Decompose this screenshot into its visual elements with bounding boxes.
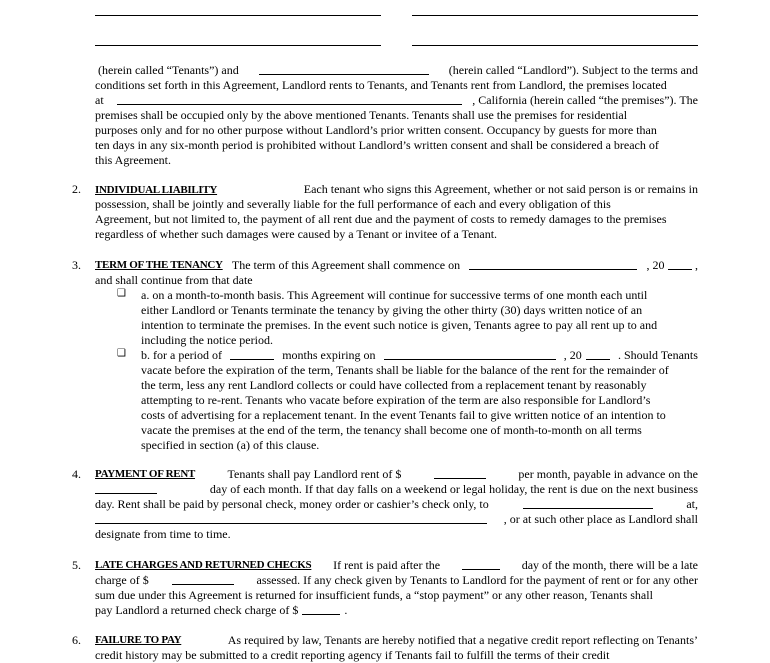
- checkbox-month-to-month[interactable]: ❑: [117, 288, 126, 299]
- text: credit history may be submitted to a credit reporting agency if Tenants fail to fulfill the terms of their credit: [95, 648, 610, 662]
- section-heading: INDIVIDUAL LIABILITY: [95, 184, 218, 196]
- text: pay Landlord a returned check charge of $: [95, 603, 299, 617]
- payee-blank: [523, 497, 653, 509]
- checkbox-fixed-term[interactable]: ❑: [117, 348, 126, 359]
- section-late-charges: [95, 558, 698, 618]
- section-individual-liability: [95, 182, 698, 242]
- text: a. on a month-to-month basis. This Agreement will continue for successive terms of one month each until: [141, 288, 648, 302]
- text: and shall continue from that date: [95, 273, 253, 287]
- text: specified in section (a) of this clause.: [141, 438, 320, 452]
- section-term-of-tenancy: [95, 258, 698, 288]
- intro-paragraph: [95, 63, 698, 168]
- section-heading: TERM OF THE TENANCY: [95, 259, 223, 271]
- section-heading: PAYMENT OF RENT: [95, 468, 196, 480]
- section-heading: FAILURE TO PAY: [95, 634, 182, 646]
- text: conditions set forth in this Agreement, Landlord rents to Tenants, and Tenants rent from Landlord, the premises located: [95, 78, 667, 92]
- text: Each tenant who signs this Agreement, whether or not said person is or remains in: [303, 182, 698, 196]
- rent-amount-blank: [434, 467, 486, 479]
- blank-line: [412, 15, 698, 16]
- section-failure-to-pay: [95, 633, 698, 663]
- text: day. Rent shall be paid by personal check, money order or cashier’s check only, to: [95, 497, 489, 511]
- text: , California (herein called “the premises”). The: [472, 93, 698, 107]
- text: day of the month, there will be a late: [521, 558, 698, 572]
- text: sum due under this Agreement is returned for insufficient funds, a “stop payment” or any other reason, Tenants shall: [95, 588, 653, 602]
- year-blank: [586, 348, 610, 360]
- text: designate from time to time.: [95, 527, 231, 541]
- text: day of each month. If that day falls on a weekend or legal holiday, the rent is due on the next business: [209, 482, 698, 496]
- text: ten days in any six-month period is prohibited without Landlord’s written consent and shall be considered a breach of: [95, 138, 659, 152]
- late-day-blank: [462, 558, 500, 570]
- text: The term of this Agreement shall commence on: [231, 258, 461, 272]
- due-day-blank: [95, 482, 157, 494]
- text: ,: [694, 258, 698, 272]
- text: vacate before the expiration of the term, Tenants shall be liable for the balance of the rent for the remainder of: [141, 363, 669, 377]
- blank-line: [95, 45, 381, 46]
- text: , or at such other place as Landlord shall: [503, 512, 698, 526]
- text: . Should Tenants: [617, 348, 698, 362]
- text: b. for a period of: [141, 348, 222, 362]
- commence-date-blank: [469, 258, 637, 270]
- text: this Agreement.: [95, 153, 171, 167]
- blank-line: [95, 15, 381, 16]
- text: premises shall be occupied only by the above mentioned Tenants. Tenants shall use the premises for residential: [95, 108, 628, 122]
- late-charge-blank: [172, 573, 234, 585]
- section-number: 5.: [72, 558, 81, 572]
- text: including the notice period.: [141, 333, 273, 347]
- section-number: 2.: [72, 182, 81, 196]
- text: , 20: [563, 348, 582, 362]
- payment-address-blank: [95, 512, 487, 524]
- text: intention to terminate the premises. In the event such notice is given, Tenants agree to pay all rent up to and: [141, 318, 658, 332]
- months-blank: [230, 348, 274, 360]
- text: assessed. If any check given by Tenants to Landlord for the payment of rent or for any other: [256, 573, 698, 587]
- section-number: 6.: [72, 633, 81, 647]
- landlord-name-blank: [259, 63, 429, 75]
- text: Tenants shall pay Landlord rent of $: [227, 467, 402, 481]
- text: .: [344, 603, 348, 617]
- section-number: 3.: [72, 258, 81, 272]
- text: , 20: [646, 258, 665, 272]
- text: regardless of whether such damages were caused by a Tenant or invitee of a Tenant.: [95, 227, 498, 241]
- text: vacate the premises at the end of the term, the tenancy shall become one of month-to-month on all terms: [141, 423, 642, 437]
- option-fixed-term: [141, 348, 698, 453]
- text: attempting to re-rent. Tenants who vacate before expiration of the term are also responsible for Landlord’s: [141, 393, 651, 407]
- text: at,: [686, 497, 698, 511]
- text: at: [95, 93, 104, 107]
- text: Agreement, but not limited to, the payment of all rent due and the payment of costs to remedy damages to the premises: [95, 212, 667, 226]
- text: (herein called “Landlord”). Subject to the terms and: [448, 63, 698, 77]
- returned-check-charge-blank: [302, 603, 340, 615]
- year-blank: [668, 258, 692, 270]
- premises-address-blank: [117, 93, 462, 105]
- option-month-to-month: [141, 288, 698, 348]
- text: (herein called “Tenants”) and: [98, 63, 239, 77]
- text: months expiring on: [282, 348, 376, 362]
- text: If rent is paid after the: [333, 558, 441, 572]
- expiring-date-blank: [384, 348, 556, 360]
- section-payment-of-rent: [95, 467, 698, 542]
- text: the term, less any rent Landlord collects or could have collected from a replacement tenant by reasonably: [141, 378, 647, 392]
- text: charge of $: [95, 573, 149, 587]
- text: purposes only and for no other purpose without Landlord’s prior written consent. Occupancy by guests for more than: [95, 123, 657, 137]
- text: costs of advertising for a replacement tenant. In the event Tenants fail to give written notice of an intention to: [141, 408, 666, 422]
- text: possession, shall be jointly and severally liable for the full performance of each and every obligation of this: [95, 197, 611, 211]
- blank-line: [412, 45, 698, 46]
- text: per month, payable in advance on the: [518, 467, 698, 481]
- section-heading: LATE CHARGES AND RETURNED CHECKS: [95, 559, 312, 571]
- text: As required by law, Tenants are hereby notified that a negative credit report reflecting on Tenants’: [227, 633, 698, 647]
- text: either Landlord or Tenants terminate the tenancy by giving the other thirty (30) days written notice of an: [141, 303, 643, 317]
- section-number: 4.: [72, 467, 81, 481]
